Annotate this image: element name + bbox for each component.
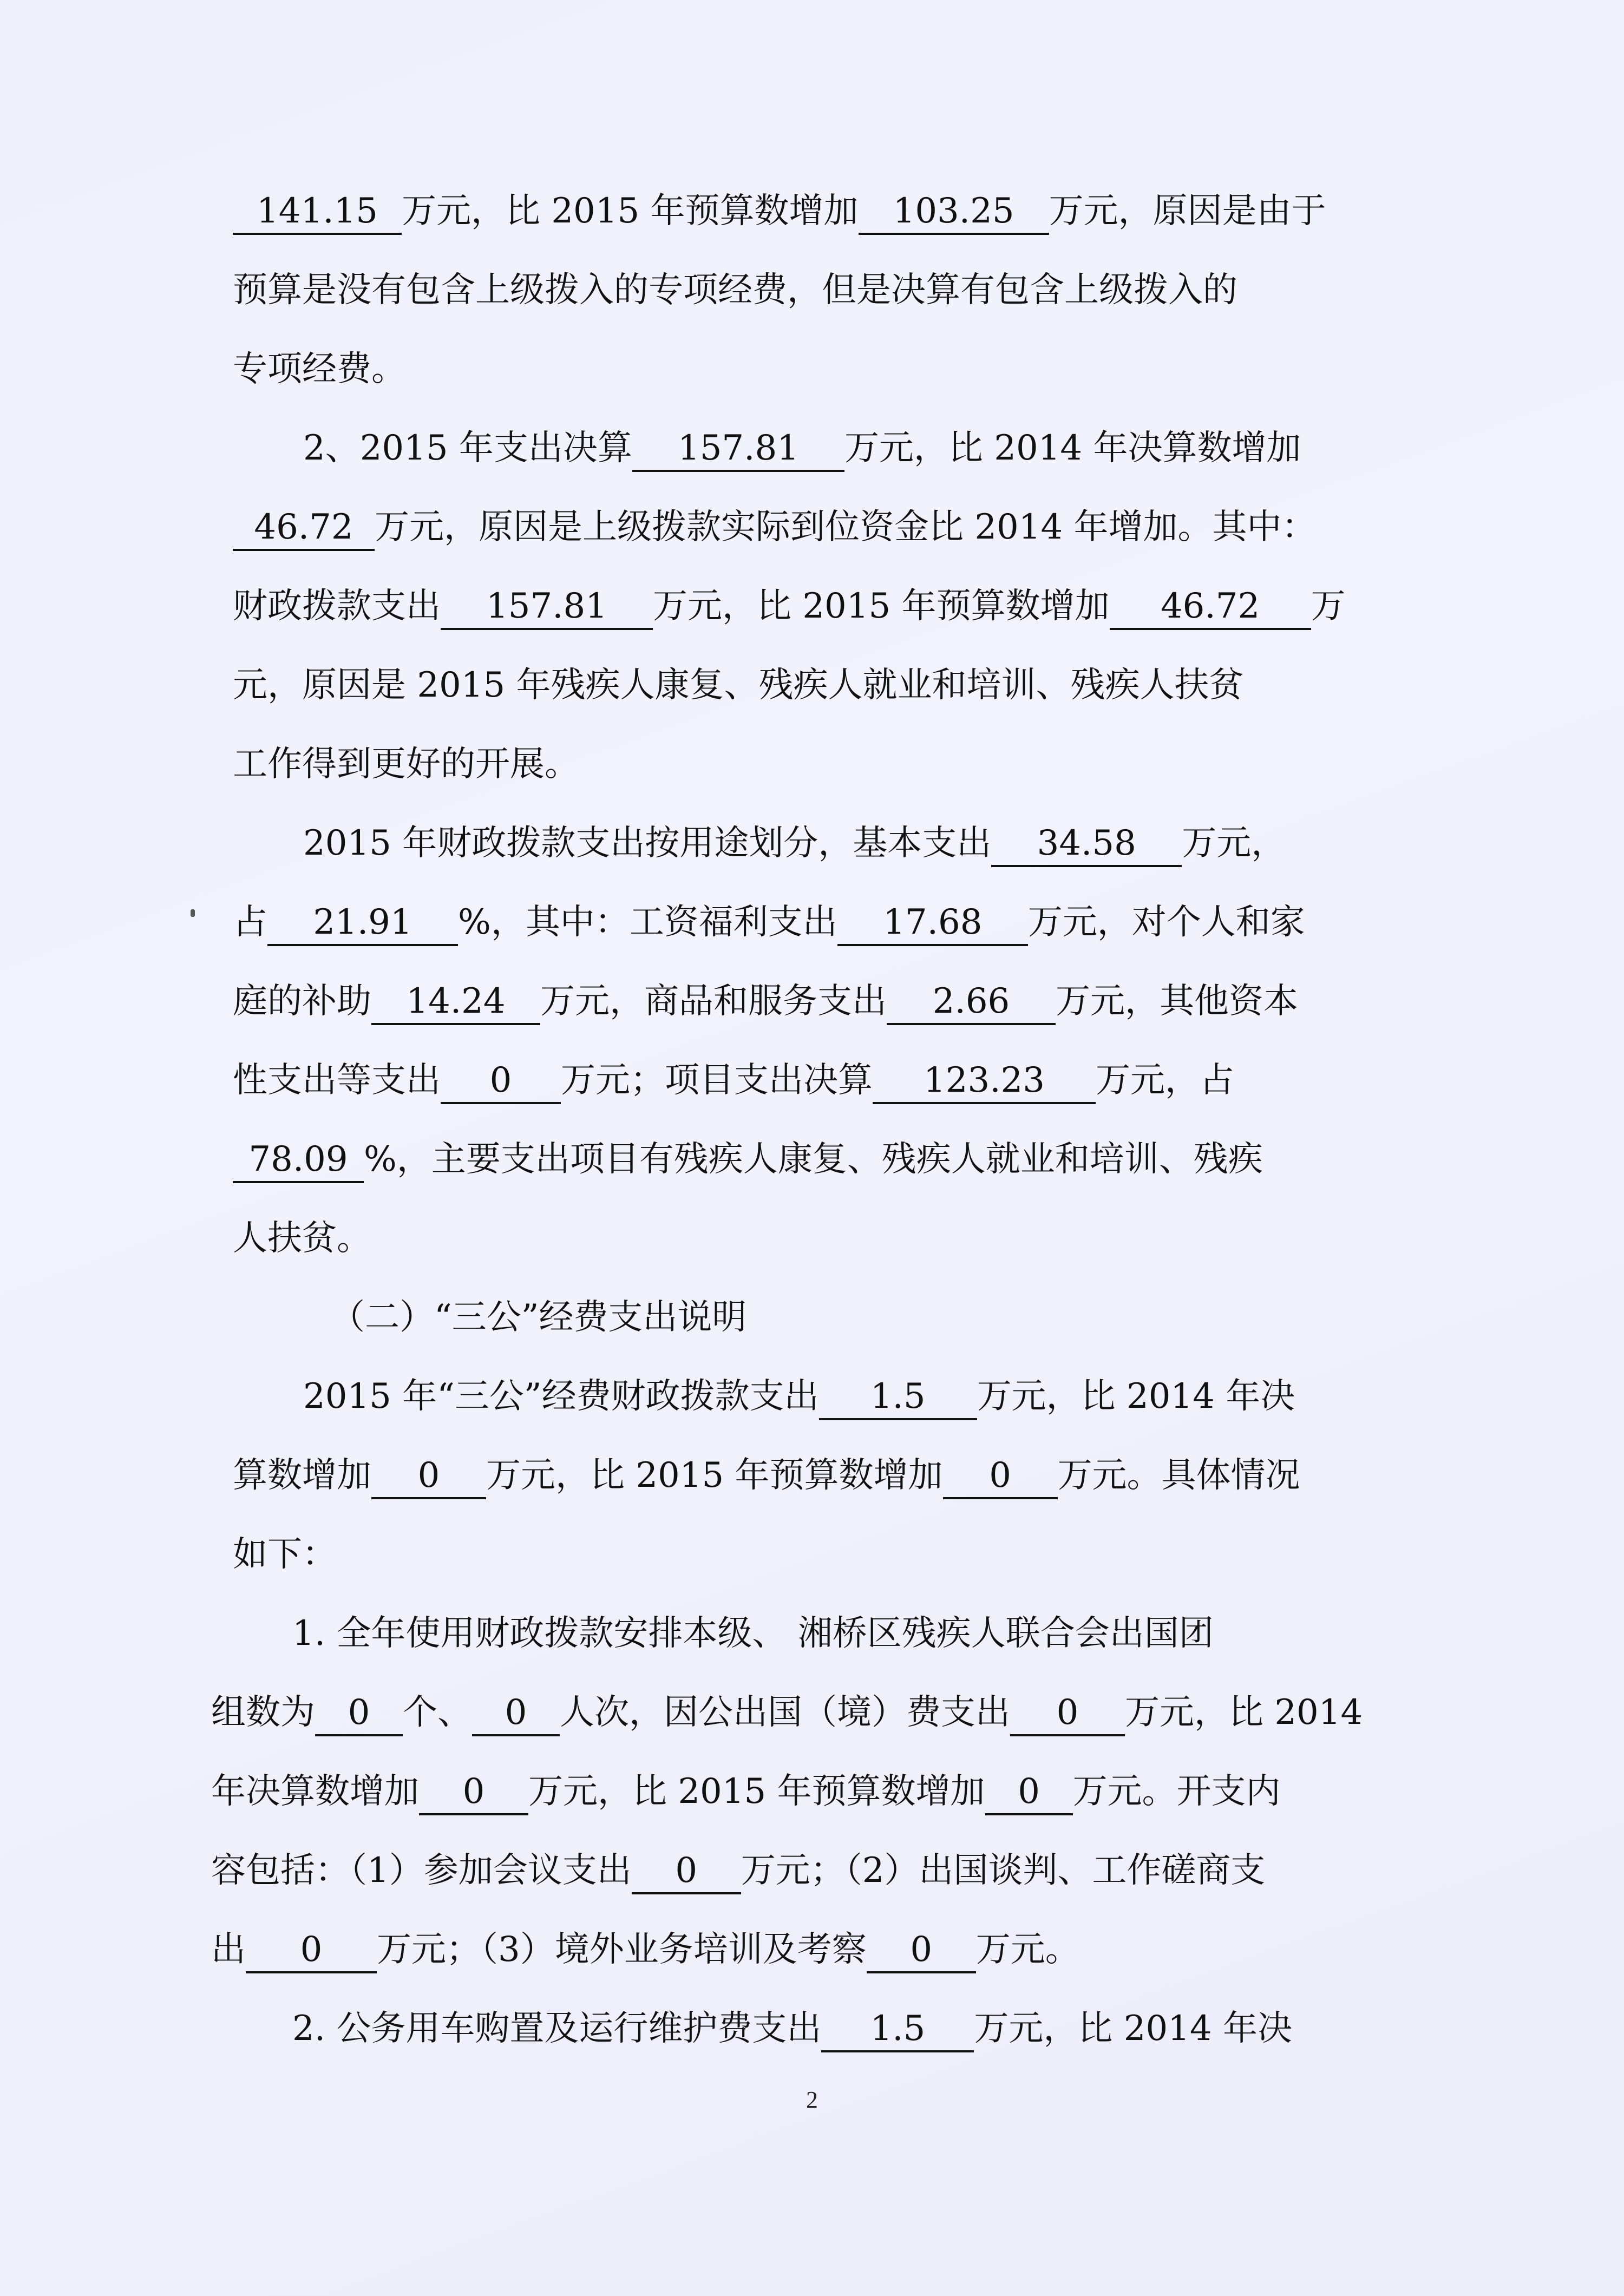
- text-run: 财政拨款支出: [233, 586, 441, 626]
- text-run: 万元，比 2014 年决: [977, 1376, 1295, 1416]
- text-run: 年决算数增加: [211, 1772, 419, 1812]
- text-run: 万元，比 2015 年预算数增加: [653, 586, 1110, 626]
- text-run: 万元，: [1182, 823, 1286, 863]
- underlined-value: 0: [632, 1849, 741, 1894]
- text-line: [211, 1925, 1080, 1974]
- underlined-value: 34.58: [991, 822, 1182, 867]
- text-line: [292, 1609, 1214, 1658]
- underlined-value: 0: [419, 1770, 528, 1815]
- underlined-value: 2.66: [887, 980, 1056, 1025]
- text-run: 专项经费。: [233, 349, 406, 389]
- underlined-value: 21.91: [267, 901, 458, 946]
- text-run: 万元，商品和服务支出: [540, 981, 887, 1021]
- text-run: 万元，比 2014 年决: [974, 2009, 1292, 2049]
- text-line: [211, 1846, 1265, 1895]
- underlined-value: 14.24: [371, 980, 540, 1025]
- text-run: 万元，原因是上级拨款实际到位资金比 2014 年增加。其中：: [375, 507, 1317, 547]
- text-line: [233, 345, 406, 393]
- text-line: [233, 503, 1317, 552]
- underlined-value: 0: [472, 1691, 560, 1736]
- text-run: 万元；（2）出国谈判、工作磋商支: [741, 1851, 1266, 1891]
- text-run: 1. 全年使用财政拨款安排本级、 湘桥区残疾人联合会出国团: [292, 1613, 1214, 1654]
- text-run: 万元，原因是由于: [1049, 191, 1326, 231]
- text-run: 万元；（3）境外业务培训及考察: [377, 1930, 867, 1970]
- text-run: 万元。开支内: [1072, 1772, 1281, 1812]
- text-run: 出: [211, 1930, 246, 1970]
- text-run: 元，原因是 2015 年残疾人康复、残疾人就业和培训、残疾人扶贫: [233, 665, 1244, 705]
- text-line: [233, 898, 1305, 947]
- underlined-value: 0: [867, 1928, 976, 1973]
- text-run: 容包括：（1）参加会议支出: [211, 1851, 632, 1891]
- text-line: [292, 2004, 1292, 2053]
- text-run: 如下：: [233, 1534, 337, 1575]
- underlined-value: 103.25: [859, 189, 1049, 235]
- page-number: 2: [806, 2087, 818, 2113]
- text-run: 性支出等支出: [233, 1060, 441, 1100]
- text-line: [303, 424, 1301, 473]
- text-line: [233, 582, 1346, 631]
- text-line: [330, 1293, 746, 1342]
- text-line: [233, 1056, 1234, 1105]
- text-run: 万元，比 2015 年预算数增加: [402, 191, 859, 231]
- text-run: 万元。: [975, 1930, 1080, 1970]
- text-run: %，其中：工资福利支出: [458, 902, 837, 942]
- underlined-value: 157.81: [632, 427, 844, 472]
- text-run: 2、2015 年支出决算: [303, 428, 632, 468]
- text-run: 万元，比 2014: [1125, 1693, 1363, 1733]
- text-run: 万元；项目支出决算: [561, 1060, 873, 1100]
- underlined-value: 0: [1010, 1691, 1125, 1736]
- text-run: 万元，比 2015 年预算数增加: [486, 1455, 943, 1495]
- scan-speck: [191, 909, 195, 917]
- text-line: [233, 661, 1244, 710]
- text-run: 人扶贫。: [233, 1218, 371, 1258]
- underlined-value: 157.81: [441, 585, 653, 630]
- text-line: [233, 266, 1237, 314]
- underlined-value: 123.23: [873, 1059, 1096, 1104]
- text-run: 2. 公务用车购置及运行维护费支出: [292, 2009, 822, 2049]
- text-line: [233, 1135, 1263, 1184]
- underlined-value: 0: [943, 1454, 1058, 1499]
- underlined-value: 46.72: [233, 506, 375, 551]
- text-run: （二）“三公”经费支出说明: [330, 1297, 747, 1337]
- text-line: [233, 1451, 1300, 1500]
- underlined-value: 0: [985, 1770, 1073, 1815]
- text-line: [233, 977, 1298, 1026]
- underlined-value: 0: [441, 1059, 561, 1104]
- text-run: 算数增加: [233, 1455, 371, 1495]
- text-run: 万: [1311, 586, 1346, 626]
- text-line: [211, 1688, 1363, 1737]
- text-run: 万元，其他资本: [1056, 981, 1298, 1021]
- underlined-value: 0: [315, 1691, 403, 1736]
- text-line: [211, 1767, 1281, 1816]
- text-run: 万元。具体情况: [1057, 1455, 1300, 1495]
- text-line: [233, 1214, 371, 1263]
- text-run: 万元，比 2014 年决算数增加: [844, 428, 1301, 468]
- text-run: 2015 年财政拨款支出按用途划分，基本支出: [303, 823, 992, 863]
- text-run: 工作得到更好的开展。: [233, 744, 579, 784]
- underlined-value: 17.68: [837, 901, 1028, 946]
- text-run: 预算是没有包含上级拨入的专项经费，但是决算有包含上级拨入的: [233, 270, 1237, 310]
- text-run: 组数为: [211, 1693, 315, 1733]
- text-line: [303, 1372, 1295, 1421]
- text-run: 万元，比 2015 年预算数增加: [528, 1772, 985, 1812]
- text-line: [303, 819, 1286, 868]
- underlined-value: 1.5: [821, 2007, 974, 2052]
- text-run: 万元，对个人和家: [1027, 902, 1305, 942]
- underlined-value: 0: [246, 1928, 377, 1973]
- text-line: [233, 187, 1326, 235]
- underlined-value: 141.15: [233, 189, 402, 235]
- text-run: %，主要支出项目有残疾人康复、残疾人就业和培训、残疾: [364, 1139, 1263, 1179]
- text-run: 占: [233, 902, 267, 942]
- text-line: [233, 740, 579, 789]
- text-run: 万元，占: [1096, 1060, 1234, 1100]
- underlined-value: 46.72: [1110, 585, 1311, 630]
- text-run: 庭的补助: [233, 981, 371, 1021]
- text-run: 个、: [403, 1693, 472, 1733]
- text-run: 人次，因公出国（境）费支出: [560, 1693, 1010, 1733]
- underlined-value: 0: [371, 1454, 486, 1499]
- underlined-value: 78.09: [233, 1138, 364, 1183]
- text-run: 2015 年“三公”经费财政拨款支出: [303, 1376, 819, 1416]
- underlined-value: 1.5: [819, 1375, 977, 1420]
- text-line: [233, 1530, 337, 1579]
